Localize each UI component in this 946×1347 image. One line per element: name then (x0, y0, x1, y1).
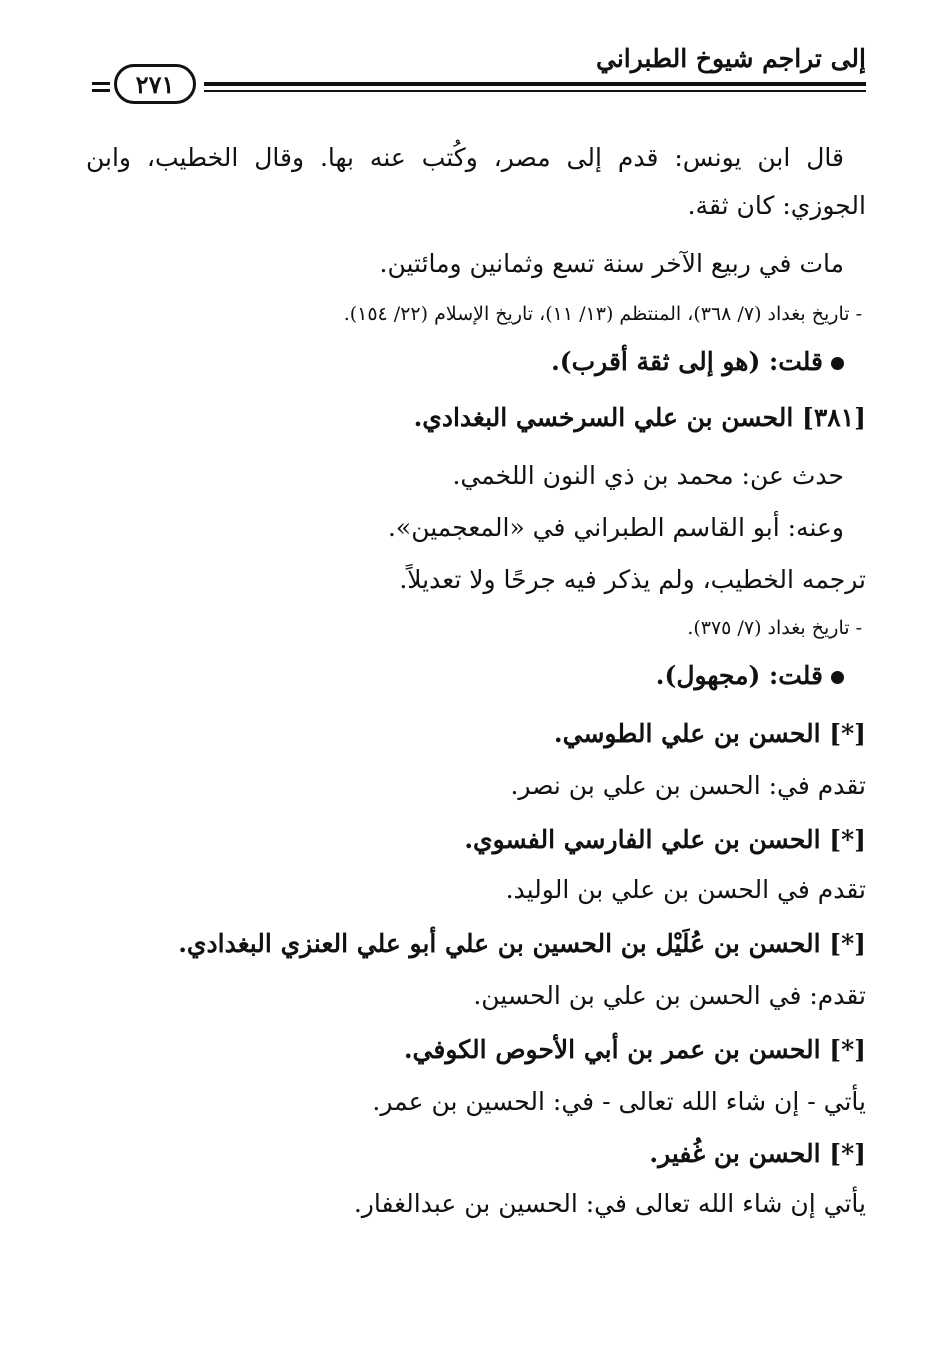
entry-heading-381: [٣٨١] الحسن بن علي السرخسي البغدادي. (413, 403, 866, 432)
body-line-1: قال ابن يونس: قدم إلى مصر، وكُتب عنه بها. وقال الخطيب، وابن (86, 143, 844, 172)
running-title: إلى تراجم شيوخ الطبراني (596, 44, 866, 73)
page-number-badge (114, 64, 196, 104)
reference-line-2: - تاريخ بغداد (٧/ ٣٧٥). (687, 617, 862, 639)
bullet-icon (831, 357, 844, 370)
entry-heading-umar: [*] الحسن بن عمر بن أبي الأحوص الكوفي. (403, 1035, 866, 1064)
header-rule-left-top (92, 82, 110, 85)
body-line-2: الجوزي: كان ثقة. (687, 191, 866, 220)
page-number: ٢٧١ (135, 69, 175, 99)
entry-heading-farisi: [*] الحسن بن علي الفارسي الفسوي. (464, 825, 866, 854)
entry-heading-ghufayr: [*] الحسن بن غُفير. (649, 1139, 866, 1168)
body-line-9: ترجمه الخطيب، ولم يذكر فيه جرحًا ولا تعديلاً. (399, 565, 866, 594)
body-line-21: يأتي إن شاء الله تعالى في: الحسين بن عبدالغفار. (353, 1189, 866, 1218)
header-rule-thin (204, 90, 866, 92)
reference-line-1: - تاريخ بغداد (٧/ ٣٦٨)، المنتظم (١٣/ ١١)، تاريخ الإسلام (٢٢/ ١٥٤). (343, 303, 862, 325)
header-rule-left-bottom (92, 89, 110, 92)
entry-heading-tusi: [*] الحسن بن علي الطوسي. (553, 719, 866, 748)
verdict-text-2: قلت: (مجهول). (655, 661, 823, 690)
body-line-8: وعنه: أبو القاسم الطبراني في «المعجمين». (387, 513, 844, 542)
entry-heading-ulayl: [*] الحسن بن عُلَيْل بن الحسين بن علي أبو علي العنزي البغدادي. (178, 929, 866, 958)
death-date-line: مات في ربيع الآخر سنة تسع وثمانين ومائتين. (379, 249, 844, 278)
verdict-line-2 (86, 658, 866, 694)
verdict-line-1 (86, 344, 866, 380)
header-rule-thick (204, 82, 866, 86)
body-line-17: تقدم: في الحسن بن علي بن الحسين. (473, 981, 866, 1010)
verdict-text-1: قلت: (هو إلى ثقة أقرب). (551, 347, 823, 376)
body-line-13: تقدم في: الحسن بن علي بن نصر. (510, 771, 866, 800)
body-line-15: تقدم في الحسن بن علي بن الوليد. (505, 875, 866, 904)
body-line-7: حدث عن: محمد بن ذي النون اللخمي. (452, 461, 844, 490)
page-header (92, 38, 866, 108)
bullet-icon (831, 671, 844, 684)
body-line-19: يأتي - إن شاء الله تعالى - في: الحسين بن عمر. (372, 1087, 866, 1116)
